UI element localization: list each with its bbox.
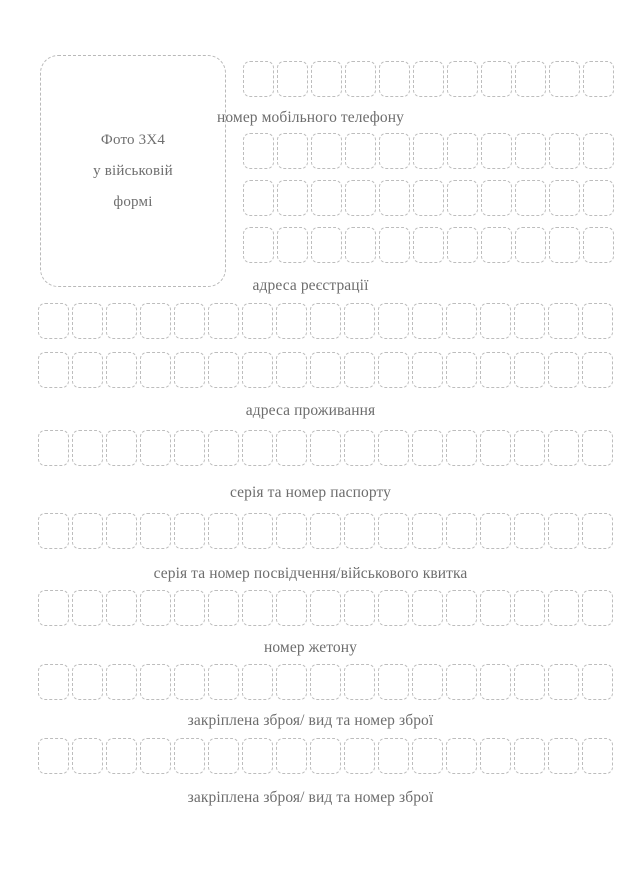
input-cell[interactable]	[481, 180, 512, 216]
input-cell[interactable]	[481, 61, 512, 97]
photo-placeholder-line-3: формі	[113, 193, 153, 210]
input-cell[interactable]	[446, 590, 477, 626]
input-cell[interactable]	[548, 664, 579, 700]
input-cell[interactable]	[174, 513, 205, 549]
input-cell[interactable]	[582, 590, 613, 626]
input-cell[interactable]	[140, 513, 171, 549]
passport-series-number-row-1[interactable]	[38, 513, 613, 549]
input-cell[interactable]	[38, 590, 69, 626]
input-cell[interactable]	[174, 590, 205, 626]
input-cell[interactable]	[446, 430, 477, 466]
input-cell[interactable]	[549, 133, 580, 169]
input-cell[interactable]	[106, 513, 137, 549]
input-cell[interactable]	[549, 227, 580, 263]
phone-number-row[interactable]	[243, 61, 614, 97]
input-cell[interactable]	[242, 303, 273, 339]
input-cell[interactable]	[140, 303, 171, 339]
input-cell[interactable]	[379, 61, 410, 97]
input-cell[interactable]	[378, 738, 409, 774]
input-cell[interactable]	[276, 352, 307, 388]
input-cell[interactable]	[276, 303, 307, 339]
input-cell[interactable]	[514, 352, 545, 388]
input-cell[interactable]	[582, 738, 613, 774]
phone-number-caption: номер мобільного телефону	[216, 109, 405, 126]
assigned-weapon-1-caption: закріплена зброя/ вид та номер зброї	[187, 712, 434, 729]
input-cell[interactable]	[583, 133, 614, 169]
input-cell[interactable]	[72, 430, 103, 466]
input-cell[interactable]	[174, 430, 205, 466]
residence-address-row-1[interactable]	[38, 430, 613, 466]
registration-address-row-1[interactable]	[243, 133, 614, 169]
input-cell[interactable]	[379, 133, 410, 169]
input-cell[interactable]	[378, 513, 409, 549]
input-cell[interactable]	[446, 513, 477, 549]
assigned-weapon-2-caption: закріплена зброя/ вид та номер зброї	[187, 789, 434, 806]
input-cell[interactable]	[344, 303, 375, 339]
input-cell[interactable]	[582, 664, 613, 700]
input-cell[interactable]	[344, 430, 375, 466]
input-cell[interactable]	[38, 303, 69, 339]
input-cell[interactable]	[446, 352, 477, 388]
input-cell[interactable]	[412, 303, 443, 339]
registration-address-caption: адреса реєстрації	[252, 277, 369, 294]
input-cell[interactable]	[310, 430, 341, 466]
input-cell[interactable]	[548, 352, 579, 388]
input-cell[interactable]	[106, 590, 137, 626]
input-cell[interactable]	[480, 303, 511, 339]
input-cell[interactable]	[242, 430, 273, 466]
registration-address-row-2[interactable]	[243, 180, 614, 216]
input-cell[interactable]	[514, 430, 545, 466]
input-cell[interactable]	[447, 227, 478, 263]
input-cell[interactable]	[310, 513, 341, 549]
input-cell[interactable]	[583, 180, 614, 216]
input-cell[interactable]	[243, 227, 274, 263]
input-cell[interactable]	[549, 61, 580, 97]
input-cell[interactable]	[208, 352, 239, 388]
input-cell[interactable]	[106, 664, 137, 700]
input-cell[interactable]	[276, 513, 307, 549]
input-cell[interactable]	[378, 352, 409, 388]
input-cell[interactable]	[277, 61, 308, 97]
input-cell[interactable]	[208, 303, 239, 339]
input-cell[interactable]	[344, 590, 375, 626]
input-cell[interactable]	[38, 513, 69, 549]
input-cell[interactable]	[106, 738, 137, 774]
input-cell[interactable]	[515, 61, 546, 97]
input-cell[interactable]	[515, 133, 546, 169]
input-cell[interactable]	[549, 180, 580, 216]
input-cell[interactable]	[412, 352, 443, 388]
input-cell[interactable]	[311, 180, 342, 216]
input-cell[interactable]	[378, 590, 409, 626]
input-cell[interactable]	[548, 303, 579, 339]
input-cell[interactable]	[413, 227, 444, 263]
input-cell[interactable]	[548, 513, 579, 549]
token-number-caption: номер жетону	[263, 639, 357, 656]
input-cell[interactable]	[412, 513, 443, 549]
input-cell[interactable]	[38, 738, 69, 774]
photo-placeholder-line-2: у військовій	[93, 162, 173, 179]
input-cell[interactable]	[344, 513, 375, 549]
registration-address-row-5[interactable]	[38, 352, 613, 388]
input-cell[interactable]	[413, 133, 444, 169]
input-cell[interactable]	[344, 738, 375, 774]
input-cell[interactable]	[480, 430, 511, 466]
input-cell[interactable]	[72, 352, 103, 388]
input-cell[interactable]	[514, 664, 545, 700]
input-cell[interactable]	[480, 590, 511, 626]
input-cell[interactable]	[582, 352, 613, 388]
input-cell[interactable]	[344, 352, 375, 388]
registration-address-row-4[interactable]	[38, 303, 613, 339]
input-cell[interactable]	[378, 664, 409, 700]
input-cell[interactable]	[277, 180, 308, 216]
input-cell[interactable]	[583, 227, 614, 263]
input-cell[interactable]	[277, 133, 308, 169]
input-cell[interactable]	[72, 513, 103, 549]
input-cell[interactable]	[243, 133, 274, 169]
input-cell[interactable]	[243, 180, 274, 216]
assigned-weapon-1-row-1[interactable]	[38, 738, 613, 774]
input-cell[interactable]	[413, 180, 444, 216]
input-cell[interactable]	[311, 227, 342, 263]
registration-address-row-3[interactable]	[243, 227, 614, 263]
input-cell[interactable]	[310, 590, 341, 626]
input-cell[interactable]	[548, 738, 579, 774]
military-id-series-number-row-1[interactable]	[38, 590, 613, 626]
input-cell[interactable]	[548, 590, 579, 626]
military-id-series-number-caption: серія та номер посвідчення/військового квитка	[153, 565, 468, 582]
input-cell[interactable]	[412, 664, 443, 700]
input-cell[interactable]	[582, 513, 613, 549]
input-cell[interactable]	[174, 738, 205, 774]
input-cell[interactable]	[140, 430, 171, 466]
input-cell[interactable]	[515, 227, 546, 263]
input-cell[interactable]	[345, 227, 376, 263]
input-cell[interactable]	[72, 738, 103, 774]
input-cell[interactable]	[514, 738, 545, 774]
input-cell[interactable]	[548, 430, 579, 466]
input-cell[interactable]	[515, 180, 546, 216]
input-cell[interactable]	[140, 590, 171, 626]
input-cell[interactable]	[480, 352, 511, 388]
input-cell[interactable]	[208, 590, 239, 626]
input-cell[interactable]	[446, 303, 477, 339]
input-cell[interactable]	[446, 738, 477, 774]
input-cell[interactable]	[208, 513, 239, 549]
input-cell[interactable]	[140, 738, 171, 774]
input-cell[interactable]	[514, 303, 545, 339]
photo-placeholder[interactable]	[40, 55, 226, 287]
input-cell[interactable]	[276, 430, 307, 466]
input-cell[interactable]	[276, 664, 307, 700]
input-cell[interactable]	[242, 352, 273, 388]
input-cell[interactable]	[242, 590, 273, 626]
input-cell[interactable]	[277, 227, 308, 263]
input-cell[interactable]	[106, 352, 137, 388]
input-cell[interactable]	[174, 303, 205, 339]
passport-series-number-caption: серія та номер паспорту	[229, 484, 392, 501]
input-cell[interactable]	[106, 303, 137, 339]
input-cell[interactable]	[344, 664, 375, 700]
input-cell[interactable]	[447, 180, 478, 216]
input-cell[interactable]	[106, 430, 137, 466]
input-cell[interactable]	[310, 664, 341, 700]
input-cell[interactable]	[412, 738, 443, 774]
input-cell[interactable]	[140, 352, 171, 388]
input-cell[interactable]	[242, 513, 273, 549]
input-cell[interactable]	[311, 61, 342, 97]
input-cell[interactable]	[378, 430, 409, 466]
input-cell[interactable]	[208, 430, 239, 466]
input-cell[interactable]	[582, 430, 613, 466]
input-cell[interactable]	[72, 303, 103, 339]
input-cell[interactable]	[514, 513, 545, 549]
input-cell[interactable]	[378, 303, 409, 339]
input-cell[interactable]	[379, 227, 410, 263]
input-cell[interactable]	[345, 133, 376, 169]
input-cell[interactable]	[174, 664, 205, 700]
photo-placeholder-line-1: Фото 3Х4	[100, 131, 166, 148]
input-cell[interactable]	[582, 303, 613, 339]
residence-address-caption: адреса проживання	[245, 402, 376, 419]
input-cell[interactable]	[583, 61, 614, 97]
input-cell[interactable]	[276, 738, 307, 774]
input-cell[interactable]	[412, 430, 443, 466]
input-cell[interactable]	[446, 664, 477, 700]
input-cell[interactable]	[447, 133, 478, 169]
input-cell[interactable]	[208, 664, 239, 700]
input-cell[interactable]	[72, 590, 103, 626]
input-cell[interactable]	[242, 738, 273, 774]
input-cell[interactable]	[310, 303, 341, 339]
input-cell[interactable]	[481, 227, 512, 263]
input-cell[interactable]	[276, 590, 307, 626]
input-cell[interactable]	[208, 738, 239, 774]
token-number-row-1[interactable]	[38, 664, 613, 700]
input-cell[interactable]	[345, 61, 376, 97]
input-cell[interactable]	[38, 352, 69, 388]
input-cell[interactable]	[72, 664, 103, 700]
input-cell[interactable]	[379, 180, 410, 216]
input-cell[interactable]	[242, 664, 273, 700]
input-cell[interactable]	[447, 61, 478, 97]
input-cell[interactable]	[413, 61, 444, 97]
input-cell[interactable]	[480, 664, 511, 700]
input-cell[interactable]	[514, 590, 545, 626]
input-cell[interactable]	[412, 590, 443, 626]
input-cell[interactable]	[310, 738, 341, 774]
input-cell[interactable]	[310, 352, 341, 388]
input-cell[interactable]	[480, 513, 511, 549]
input-cell[interactable]	[481, 133, 512, 169]
input-cell[interactable]	[174, 352, 205, 388]
input-cell[interactable]	[480, 738, 511, 774]
input-cell[interactable]	[140, 664, 171, 700]
input-cell[interactable]	[345, 180, 376, 216]
input-cell[interactable]	[311, 133, 342, 169]
input-cell[interactable]	[38, 664, 69, 700]
input-cell[interactable]	[243, 61, 274, 97]
input-cell[interactable]	[38, 430, 69, 466]
